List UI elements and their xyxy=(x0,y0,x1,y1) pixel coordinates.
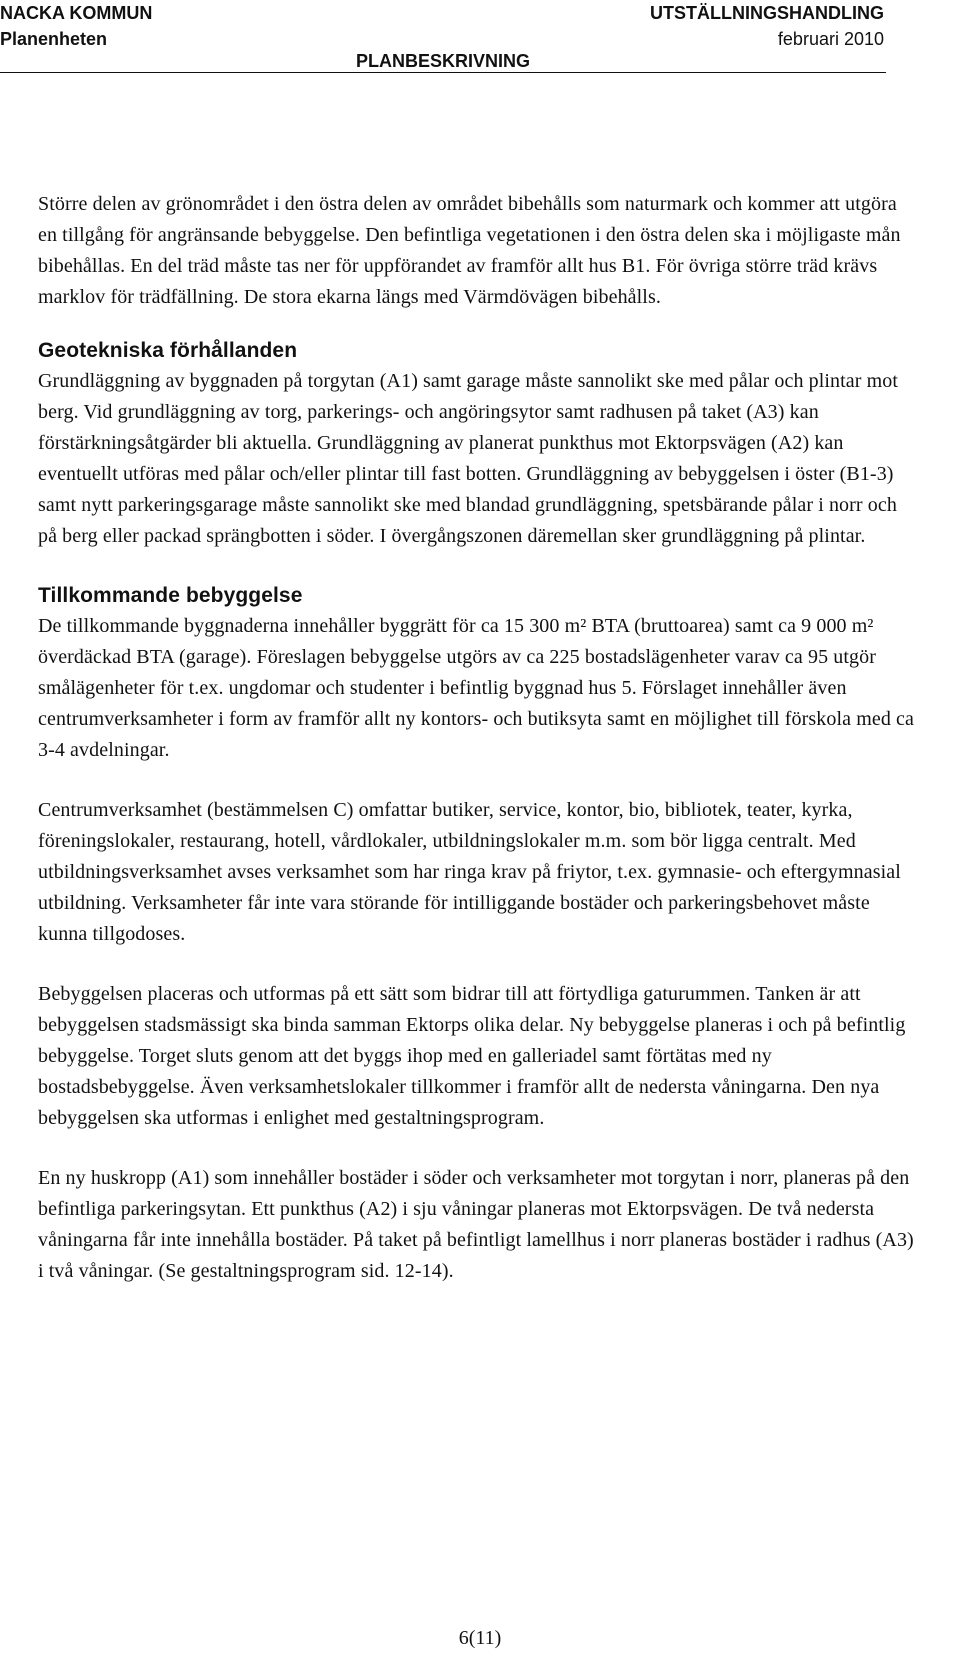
paragraph-new-buildings-3: Bebyggelsen placeras och utformas på ett sätt som bidrar till att förtydliga gaturummen. Tanken är att bebyggelsen stadsmässigt ska binda samman Ektorps olika delar. Ny bebyggelse planeras i och på befintlig bebyggelse. Torget sluts genom att det byggs ihop med en galleriadel samt förtätas med ny bostadsbebyggelse. Även verksamhetslokaler tillkommer i framför allt de nedersta våningarna. Den nya bebyggelsen ska utformas i enlighet med gestaltningsprogram. xyxy=(38,983,906,1129)
page-number: 6(11) xyxy=(458,1627,502,1649)
paragraph-green-areas: Större delen av grönområdet i den östra delen av området bibehålls som naturmark och kommer att utgöra en tillgång för angränsande bebyggelse. Den befintliga vegetationen i den östra delen ska i möjligaste mån bibehållas. En del träd måste tas ner för uppförandet av framför allt hus B1. För övriga större träd krävs marklov för trädfällning. De stora ekarna längs med Värmdövägen bibehålls. xyxy=(38,193,901,308)
section-heading-geotechnical: Geotekniska förhållanden xyxy=(38,339,298,362)
paragraph-new-buildings-2: Centrumverksamhet (bestämmelsen C) omfattar butiker, service, kontor, bio, bibliotek, teater, kyrka, föreningslokaler, restaurang, hotell, vårdlokaler, utbildningslokaler m.m. som bör ligga centralt. Med utbildningsverksamhet avses verksamhet som har ringa krav på friytor, t.ex. gymnasie- och eftergymnasial utbildning. Verksamheter får inte vara störande för intilliggande bostäder och parkeringsbehovet måste kunna tillgodoses. xyxy=(38,799,901,945)
paragraph-new-buildings-1: De tillkommande byggnaderna innehåller byggrätt för ca 15 300 m² BTA (bruttoarea) samt ca 9 000 m² överdäckad BTA (garage). Föreslagen bebyggelse utgörs av ca 225 bostadslägenheter varav ca 95 utgör smålägenheter för t.ex. ungdomar och studenter i befintlig byggnad hus 5. Förslaget innehåller även centrumverksamheter i form av framför allt ny kontors- och butiksyta samt en möjlighet till förskola med ca 3-4 avdelningar. xyxy=(38,615,915,761)
document-date: februari 2010 xyxy=(777,29,884,49)
spacer xyxy=(38,766,918,795)
department-name: Planenheten xyxy=(0,29,108,49)
paragraph-geotechnical: Grundläggning av byggnaden på torgytan (A1) samt garage måste sannolikt ske med pålar och plintar mot berg. Vid grundläggning av torg, parkerings- och angöringsytor samt radhusen på taket (A3) kan förstärkningsåtgärder bli aktuella. Grundläggning av planerat punkthus mot Ektorpsvägen (A2) kan eventuellt utföras med pålar och/eller plintar till fast botten. Grundläggning av bebyggelsen i öster (B1-3) samt nytt parkeringsgarage måste sannolikt ske med blandad grundläggning, spetsbärande pålar i norr och på berg eller packad sprängbotten i söder. I övergångszonen däremellan sker grundläggning på plintar. xyxy=(38,370,899,547)
document-body xyxy=(38,189,918,1287)
section-heading-new-buildings: Tillkommande bebyggelse xyxy=(38,584,303,607)
header-rule xyxy=(0,72,886,73)
spacer xyxy=(38,552,918,580)
spacer xyxy=(38,1134,918,1163)
document-status: UTSTÄLLNINGSHANDLING xyxy=(650,3,884,23)
document-title: PLANBESKRIVNING xyxy=(355,51,530,71)
paragraph-new-buildings-4: En ny huskropp (A1) som innehåller bostäder i söder och verksamheter mot torgytan i norr, planeras på den befintliga parkeringsytan. Ett punkthus (A2) i sju våningar planeras mot Ektorpsvägen. De två nedersta våningarna får inte innehålla bostäder. På taket på befintligt lamellhus i norr planeras bostäder i radhus (A3) i två våningar. (Se gestaltningsprogram sid. 12-14). xyxy=(38,1167,914,1282)
page-header xyxy=(0,0,960,80)
organization-name: NACKA KOMMUN xyxy=(0,3,153,23)
spacer xyxy=(38,313,918,335)
spacer xyxy=(38,950,918,979)
